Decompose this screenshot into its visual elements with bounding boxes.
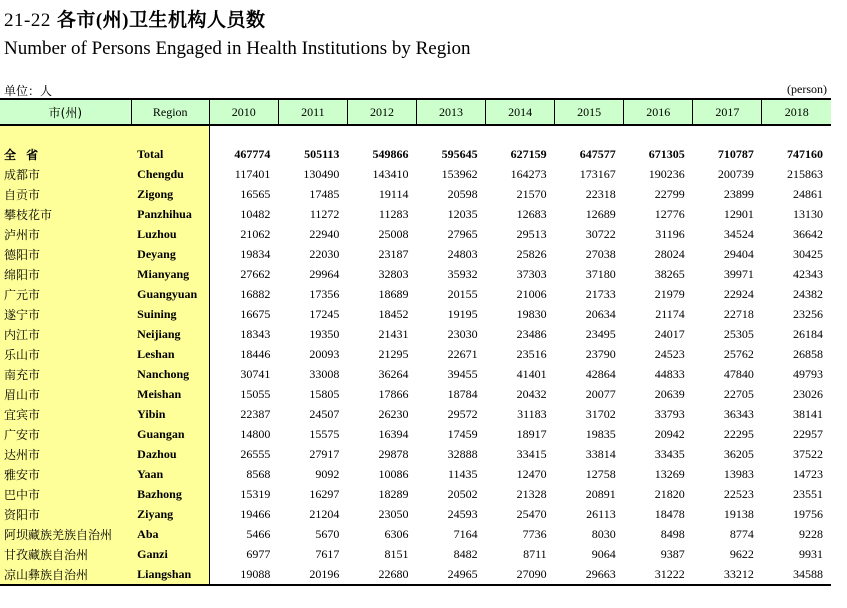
value-cell: 17485 — [309, 186, 340, 201]
value-cell: 5466 — [246, 526, 271, 541]
region-name-en: Dazhou — [131, 444, 209, 464]
region-name-en: Neijiang — [131, 324, 209, 344]
value-cell: 9622 — [729, 546, 754, 561]
table-row — [0, 364, 831, 384]
page-title-chinese — [4, 5, 265, 32]
table-row-total — [0, 144, 831, 164]
value-cell: 12776 — [654, 206, 685, 221]
value-cell: 671305 — [648, 146, 685, 161]
value-cell: 36205 — [723, 446, 754, 461]
region-name-en: Guangyuan — [131, 284, 209, 304]
header-year: 2010 — [209, 99, 278, 125]
value-cell: 37180 — [585, 266, 616, 281]
value-cell: 595645 — [441, 146, 478, 161]
value-cell: 25826 — [516, 246, 547, 261]
value-cell: 31702 — [585, 406, 616, 421]
region-name-en: Zigong — [131, 184, 209, 204]
table-row — [0, 404, 831, 424]
value-cell: 21570 — [516, 186, 547, 201]
table-row — [0, 224, 831, 244]
region-name-cn: 攀枝花市 — [0, 204, 131, 224]
value-cell: 22523 — [723, 486, 754, 501]
value-cell: 29964 — [309, 266, 340, 281]
value-cell: 9064 — [591, 546, 616, 561]
value-cell: 21295 — [378, 346, 409, 361]
value-cell: 30425 — [793, 246, 823, 261]
region-name-cn: 内江市 — [0, 324, 131, 344]
value-cell: 15055 — [240, 386, 271, 401]
value-cell: 25008 — [378, 226, 409, 241]
value-cell: 31183 — [517, 406, 547, 421]
value-cell: 21006 — [516, 286, 547, 301]
region-name-cn: 达州市 — [0, 444, 131, 464]
value-cell: 26555 — [240, 446, 271, 461]
value-cell: 7164 — [453, 526, 478, 541]
value-cell: 27917 — [309, 446, 340, 461]
region-name-en: Ziyang — [131, 504, 209, 524]
value-cell: 17866 — [378, 386, 409, 401]
region-name-en: Yibin — [131, 404, 209, 424]
region-name-cn: 绵阳市 — [0, 264, 131, 284]
value-cell: 190236 — [648, 166, 685, 181]
value-cell: 20077 — [585, 386, 616, 401]
value-cell: 33415 — [516, 446, 547, 461]
value-cell: 32888 — [447, 446, 478, 461]
value-cell: 33008 — [309, 366, 340, 381]
value-cell: 21062 — [240, 226, 271, 241]
value-cell: 23899 — [723, 186, 754, 201]
value-cell: 20502 — [447, 486, 478, 501]
region-name-cn: 南充市 — [0, 364, 131, 384]
value-cell: 13269 — [654, 466, 685, 481]
value-cell: 34524 — [723, 226, 754, 241]
value-cell: 22680 — [347, 564, 416, 585]
value-cell: 18343 — [240, 326, 271, 341]
value-cell: 22295 — [723, 426, 754, 441]
value-cell: 15805 — [309, 386, 340, 401]
region-name-en: Meishan — [131, 384, 209, 404]
value-cell: 8482 — [453, 546, 478, 561]
region-name-en: Mianyang — [131, 264, 209, 284]
region-name-cn: 巴中市 — [0, 484, 131, 504]
value-cell: 22718 — [723, 306, 754, 321]
value-cell: 27038 — [585, 246, 616, 261]
value-cell: 20093 — [309, 346, 340, 361]
value-cell: 24017 — [654, 326, 685, 341]
value-cell: 21328 — [516, 486, 547, 501]
table-row — [0, 184, 831, 204]
value-cell: 11283 — [378, 206, 409, 221]
value-cell: 20196 — [278, 564, 347, 585]
value-cell: 23050 — [378, 506, 409, 521]
region-name-en: Liangshan — [131, 564, 209, 585]
value-cell: 42864 — [585, 366, 616, 381]
value-cell: 16394 — [378, 426, 409, 441]
value-cell: 6977 — [246, 546, 271, 561]
value-cell: 19114 — [378, 186, 409, 201]
region-name-cn: 宜宾市 — [0, 404, 131, 424]
value-cell: 143410 — [372, 166, 409, 181]
value-cell: 16565 — [240, 186, 271, 201]
data-table — [0, 98, 831, 586]
value-cell: 22799 — [654, 186, 685, 201]
region-name-cn: 广安市 — [0, 424, 131, 444]
region-name-en: Suining — [131, 304, 209, 324]
value-cell: 23026 — [793, 386, 823, 401]
region-name-cn: 德阳市 — [0, 244, 131, 264]
value-cell: 549866 — [372, 146, 409, 161]
header-year: 2013 — [416, 99, 485, 125]
value-cell: 47840 — [723, 366, 754, 381]
value-cell: 9931 — [799, 546, 823, 561]
value-cell: 17245 — [309, 306, 340, 321]
value-cell: 20598 — [447, 186, 478, 201]
table-row — [0, 344, 831, 364]
value-cell: 23030 — [447, 326, 478, 341]
value-cell: 7736 — [522, 526, 547, 541]
value-cell: 33212 — [693, 564, 762, 585]
value-cell: 24803 — [447, 246, 478, 261]
spacer-row — [0, 125, 831, 144]
value-cell: 15575 — [309, 426, 340, 441]
table-number: 21-22 — [4, 10, 51, 31]
value-cell: 8030 — [591, 526, 616, 541]
header-region: Region — [131, 99, 209, 125]
value-cell: 20432 — [516, 386, 547, 401]
value-cell: 24523 — [654, 346, 685, 361]
region-name-cn: 乐山市 — [0, 344, 131, 364]
value-cell: 31222 — [624, 564, 693, 585]
table-row — [0, 444, 831, 464]
table-row — [0, 304, 831, 324]
table-row — [0, 264, 831, 284]
value-cell: 12683 — [516, 206, 547, 221]
value-cell: 467774 — [234, 146, 271, 161]
table-row — [0, 484, 831, 504]
value-cell: 21979 — [654, 286, 685, 301]
value-cell: 25762 — [723, 346, 754, 361]
value-cell: 117401 — [234, 166, 271, 181]
value-cell: 25470 — [516, 506, 547, 521]
value-cell: 23486 — [516, 326, 547, 341]
value-cell: 24507 — [309, 406, 340, 421]
value-cell: 33814 — [585, 446, 616, 461]
region-name-en: Leshan — [131, 344, 209, 364]
value-cell: 22705 — [723, 386, 754, 401]
header-year: 2018 — [762, 99, 831, 125]
value-cell: 26230 — [378, 406, 409, 421]
value-cell: 17356 — [309, 286, 340, 301]
value-cell: 16675 — [240, 306, 271, 321]
value-cell: 8498 — [660, 526, 685, 541]
value-cell: 21174 — [655, 306, 685, 321]
value-cell: 10482 — [240, 206, 271, 221]
table-row — [0, 164, 831, 184]
value-cell: 20639 — [654, 386, 685, 401]
value-cell: 12470 — [516, 466, 547, 481]
table-row — [0, 564, 831, 585]
value-cell: 22957 — [793, 426, 823, 441]
value-cell: 164273 — [510, 166, 547, 181]
value-cell: 24965 — [416, 564, 485, 585]
region-name-cn: 广元市 — [0, 284, 131, 304]
value-cell: 18446 — [240, 346, 271, 361]
value-cell: 200739 — [717, 166, 754, 181]
value-cell: 9092 — [315, 466, 340, 481]
table-row — [0, 544, 831, 564]
value-cell: 36264 — [378, 366, 409, 381]
value-cell: 28024 — [654, 246, 685, 261]
region-name-cn: 全 省 — [0, 144, 131, 164]
header-year: 2014 — [486, 99, 555, 125]
table-row — [0, 324, 831, 344]
header-year: 2012 — [347, 99, 416, 125]
value-cell: 30722 — [585, 226, 616, 241]
value-cell: 49793 — [793, 366, 823, 381]
value-cell: 173167 — [579, 166, 616, 181]
value-cell: 22387 — [240, 406, 271, 421]
value-cell: 23187 — [378, 246, 409, 261]
value-cell: 9387 — [660, 546, 685, 561]
header-year: 2017 — [693, 99, 762, 125]
region-name-en: Luzhou — [131, 224, 209, 244]
value-cell: 215863 — [787, 166, 823, 181]
value-cell: 5670 — [315, 526, 340, 541]
value-cell: 18784 — [447, 386, 478, 401]
value-cell: 12035 — [447, 206, 478, 221]
value-cell: 10086 — [378, 466, 409, 481]
value-cell: 35932 — [447, 266, 478, 281]
value-cell: 27090 — [486, 564, 555, 585]
value-cell: 25305 — [723, 326, 754, 341]
value-cell: 33435 — [654, 446, 685, 461]
value-cell: 26113 — [586, 506, 616, 521]
value-cell: 8568 — [246, 466, 271, 481]
value-cell: 19466 — [240, 506, 271, 521]
value-cell: 18289 — [378, 486, 409, 501]
region-name-en: Bazhong — [131, 484, 209, 504]
value-cell: 20155 — [447, 286, 478, 301]
region-name-en: Chengdu — [131, 164, 209, 184]
value-cell: 24861 — [793, 186, 823, 201]
table-row — [0, 424, 831, 444]
region-name-en: Panzhihua — [131, 204, 209, 224]
value-cell: 38141 — [793, 406, 823, 421]
value-cell: 29663 — [555, 564, 624, 585]
value-cell: 13983 — [723, 466, 754, 481]
value-cell: 12689 — [585, 206, 616, 221]
value-cell: 23495 — [585, 326, 616, 341]
value-cell: 33793 — [654, 406, 685, 421]
header-city-cn: 市(州) — [0, 99, 131, 125]
title-chinese-text: 各市(州)卫生机构人员数 — [56, 10, 266, 31]
value-cell: 21733 — [585, 286, 616, 301]
region-name-cn: 泸州市 — [0, 224, 131, 244]
region-name-cn: 雅安市 — [0, 464, 131, 484]
value-cell: 21820 — [654, 486, 685, 501]
value-cell: 16882 — [240, 286, 271, 301]
value-cell: 23790 — [585, 346, 616, 361]
value-cell: 26858 — [793, 346, 823, 361]
value-cell: 15319 — [240, 486, 271, 501]
value-cell: 29878 — [378, 446, 409, 461]
region-name-cn: 遂宁市 — [0, 304, 131, 324]
region-name-en: Nanchong — [131, 364, 209, 384]
value-cell: 6306 — [384, 526, 409, 541]
region-name-cn: 自贡市 — [0, 184, 131, 204]
value-cell: 23551 — [793, 486, 823, 501]
value-cell: 38265 — [654, 266, 685, 281]
value-cell: 29572 — [447, 406, 478, 421]
value-cell: 8711 — [523, 546, 547, 561]
value-cell: 21204 — [309, 506, 340, 521]
table-row — [0, 204, 831, 224]
value-cell: 36343 — [723, 406, 754, 421]
region-name-cn: 成都市 — [0, 164, 131, 184]
value-cell: 37303 — [516, 266, 547, 281]
value-cell: 8151 — [384, 546, 409, 561]
value-cell: 44833 — [654, 366, 685, 381]
value-cell: 14723 — [793, 466, 823, 481]
page-title-english: Number of Persons Engaged in Health Institutions by Region — [4, 38, 471, 59]
value-cell: 29404 — [723, 246, 754, 261]
value-cell: 9228 — [799, 526, 823, 541]
unit-label-chinese: 单位：人 — [4, 84, 53, 98]
value-cell: 26184 — [793, 326, 823, 341]
header-year: 2016 — [624, 99, 693, 125]
value-cell: 12758 — [585, 466, 616, 481]
table-row — [0, 464, 831, 484]
value-cell: 24593 — [447, 506, 478, 521]
value-cell: 22940 — [309, 226, 340, 241]
table-header-row — [0, 99, 831, 125]
region-name-en: Aba — [131, 524, 209, 544]
table-row — [0, 284, 831, 304]
value-cell: 22924 — [723, 286, 754, 301]
value-cell: 710787 — [717, 146, 754, 161]
value-cell: 27662 — [240, 266, 271, 281]
table-row — [0, 524, 831, 544]
value-cell: 7617 — [315, 546, 340, 561]
value-cell: 23516 — [516, 346, 547, 361]
value-cell: 30741 — [240, 366, 271, 381]
value-cell: 19830 — [516, 306, 547, 321]
value-cell: 20891 — [585, 486, 616, 501]
value-cell: 41401 — [516, 366, 547, 381]
value-cell: 13130 — [793, 206, 823, 221]
value-cell: 19195 — [447, 306, 478, 321]
value-cell: 18689 — [378, 286, 409, 301]
value-cell: 14800 — [240, 426, 271, 441]
value-cell: 19138 — [723, 506, 754, 521]
region-name-cn: 阿坝藏族羌族自治州 — [0, 524, 131, 544]
value-cell: 18917 — [516, 426, 547, 441]
value-cell: 647577 — [579, 146, 616, 161]
value-cell: 12901 — [723, 206, 754, 221]
region-name-cn: 眉山市 — [0, 384, 131, 404]
value-cell: 24382 — [793, 286, 823, 301]
region-name-en: Total — [131, 144, 209, 164]
value-cell: 42343 — [793, 266, 823, 281]
value-cell: 20634 — [585, 306, 616, 321]
region-name-en: Guangan — [131, 424, 209, 444]
value-cell: 19350 — [309, 326, 340, 341]
value-cell: 36642 — [793, 226, 823, 241]
value-cell: 39455 — [447, 366, 478, 381]
value-cell: 34588 — [762, 564, 831, 585]
value-cell: 27965 — [447, 226, 478, 241]
value-cell: 23256 — [793, 306, 823, 321]
table-row — [0, 384, 831, 404]
region-name-cn: 资阳市 — [0, 504, 131, 524]
region-name-en: Yaan — [131, 464, 209, 484]
value-cell: 11435 — [448, 466, 478, 481]
value-cell: 8774 — [729, 526, 754, 541]
region-name-en: Deyang — [131, 244, 209, 264]
table-row — [0, 504, 831, 524]
value-cell: 18452 — [378, 306, 409, 321]
value-cell: 32803 — [378, 266, 409, 281]
value-cell: 21431 — [378, 326, 409, 341]
value-cell: 22030 — [309, 246, 340, 261]
value-cell: 505113 — [304, 146, 340, 161]
value-cell: 17459 — [447, 426, 478, 441]
value-cell: 18478 — [654, 506, 685, 521]
value-cell: 19835 — [585, 426, 616, 441]
value-cell: 747160 — [787, 146, 823, 161]
region-name-en: Ganzi — [131, 544, 209, 564]
value-cell: 22318 — [585, 186, 616, 201]
value-cell: 37522 — [793, 446, 823, 461]
table-row — [0, 244, 831, 264]
unit-label-english: (person) — [787, 82, 827, 96]
value-cell: 130490 — [303, 166, 340, 181]
value-cell: 153962 — [441, 166, 478, 181]
header-year: 2011 — [278, 99, 347, 125]
value-cell: 11272 — [309, 206, 340, 221]
value-cell: 22671 — [447, 346, 478, 361]
value-cell: 19756 — [793, 506, 823, 521]
value-cell: 20942 — [654, 426, 685, 441]
region-name-cn: 甘孜藏族自治州 — [0, 544, 131, 564]
value-cell: 31196 — [655, 226, 685, 241]
value-cell: 29513 — [516, 226, 547, 241]
region-name-cn: 凉山彝族自治州 — [0, 564, 131, 585]
value-cell: 16297 — [309, 486, 340, 501]
value-cell: 19088 — [209, 564, 278, 585]
header-year: 2015 — [555, 99, 624, 125]
value-cell: 39971 — [723, 266, 754, 281]
value-cell: 19834 — [240, 246, 271, 261]
value-cell: 627159 — [510, 146, 547, 161]
